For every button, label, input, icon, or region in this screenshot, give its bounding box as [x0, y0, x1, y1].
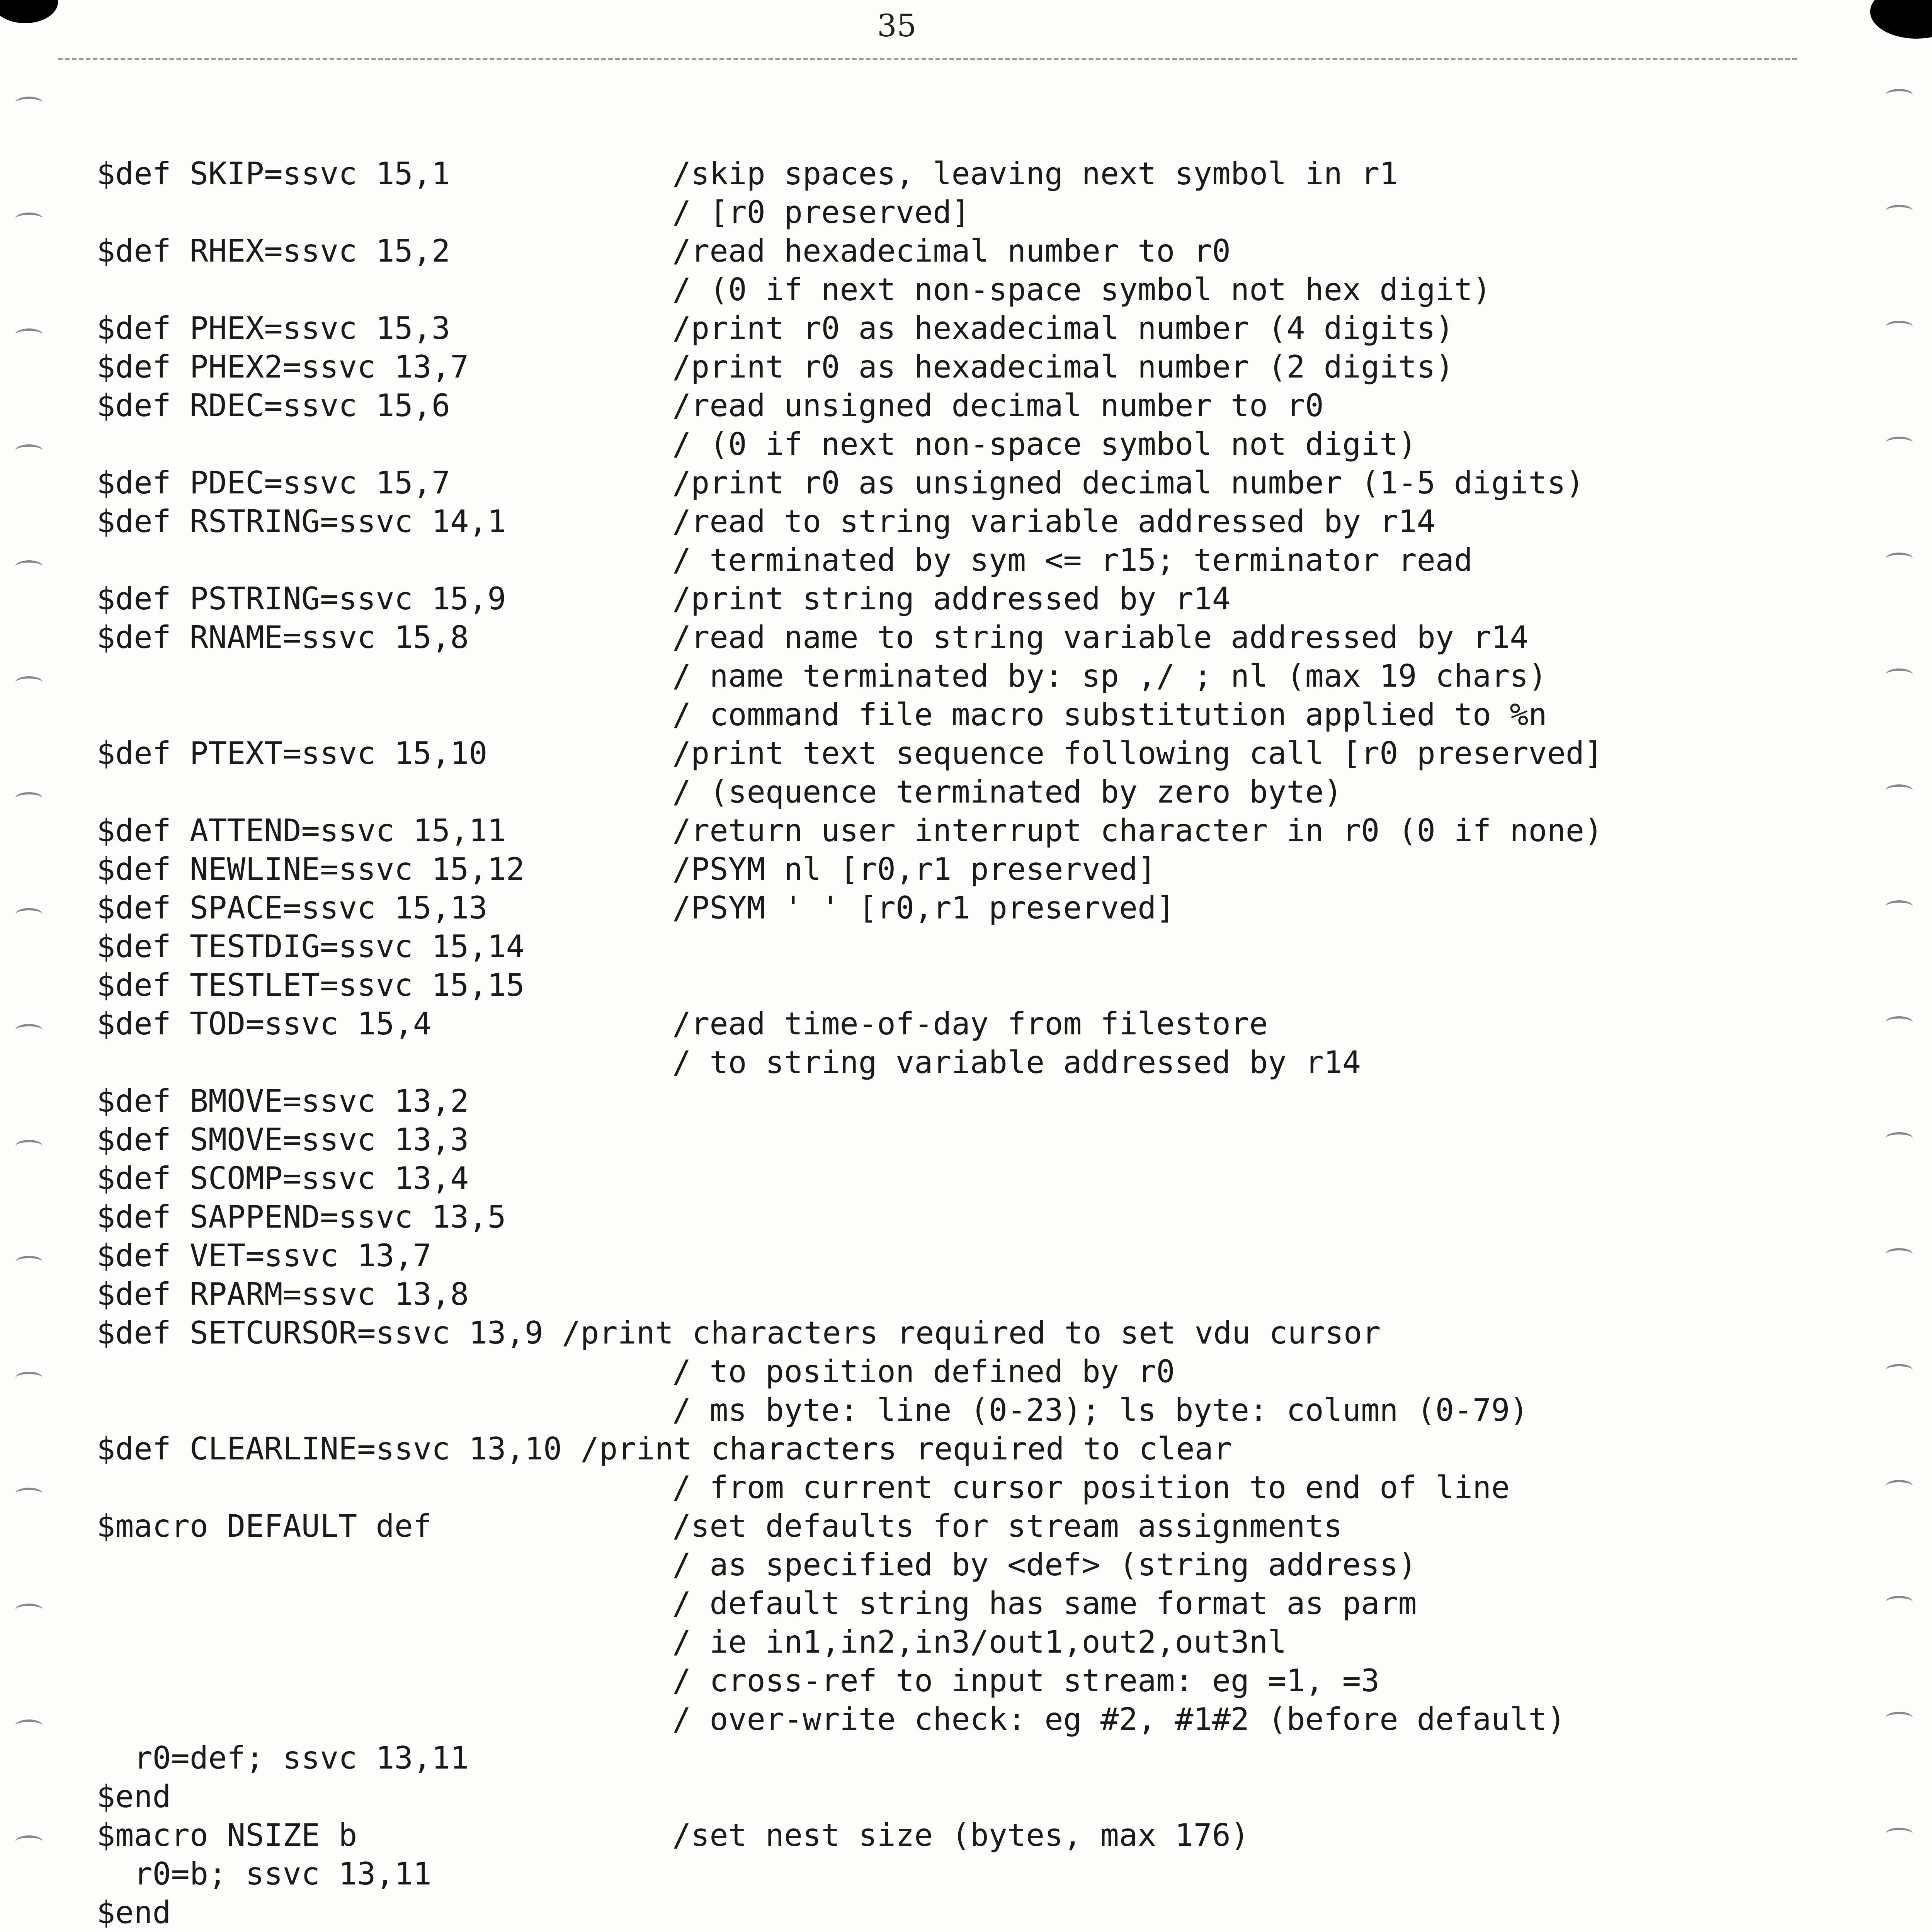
code-text: $def PHEX2=ssvc 13,7 [97, 349, 469, 385]
sprocket-mark [1886, 89, 1913, 101]
sprocket-mark [1886, 900, 1913, 913]
sprocket-mark [15, 1140, 43, 1152]
code-text: $def RNAME=ssvc 15,8 [97, 619, 469, 655]
comment-text: /PSYM nl [r0,r1 preserved] [672, 851, 1156, 887]
comment-text: /print r0 as hexadecimal number (2 digits) [672, 349, 1454, 385]
sprocket-mark [15, 97, 43, 109]
code-text: $def TESTDIG=ssvc 15,14 [97, 929, 525, 964]
sprocket-mark [15, 1488, 43, 1500]
comment-text: /return user interrupt character in r0 (0 if none) [672, 813, 1603, 849]
sprocket-mark [1886, 321, 1913, 333]
sprocket-mark [15, 908, 43, 920]
code-text: $def RPARM=ssvc 13,8 [97, 1276, 469, 1312]
comment-text: / name terminated by: sp ,/ ; nl (max 19 chars) [672, 658, 1547, 694]
comment-text: / (0 if next non-space symbol not digit) [672, 426, 1417, 462]
code-text: $end [97, 1895, 171, 1930]
comment-text: / (0 if next non-space symbol not hex digit) [672, 272, 1492, 308]
code-text: $def PDEC=ssvc 15,7 [97, 465, 451, 501]
sprocket-mark [1886, 668, 1913, 681]
code-text: $def VET=ssvc 13,7 [97, 1238, 432, 1274]
comment-text: /read unsigned decimal number to r0 [672, 388, 1324, 423]
comment-text: / ms byte: line (0-23); ls byte: column (0-79) [672, 1392, 1529, 1428]
code-text: $def ATTEND=ssvc 15,11 [97, 813, 506, 849]
sprocket-mark [1886, 1828, 1913, 1840]
comment-text: /set defaults for stream assignments [672, 1508, 1342, 1544]
code-text: $def CLEARLINE=ssvc 13,10 /print characters required to clear [97, 1431, 1232, 1467]
comment-text: / to position defined by r0 [672, 1354, 1175, 1389]
sprocket-mark [15, 676, 43, 689]
code-text: $macro NSIZE b [97, 1817, 357, 1853]
sprocket-mark [15, 1835, 43, 1848]
code-text: $def PTEXT=ssvc 15,10 [97, 735, 488, 771]
sprocket-mark [1886, 1248, 1913, 1260]
sprocket-mark [15, 792, 43, 804]
page-number-top: 35 [877, 8, 917, 44]
sprocket-mark [15, 1719, 43, 1732]
code-text: $def BMOVE=ssvc 13,2 [97, 1083, 469, 1119]
sprocket-mark [15, 1604, 43, 1616]
sprocket-mark [15, 444, 43, 457]
code-text: $def SMOVE=ssvc 13,3 [97, 1122, 469, 1158]
comment-text: / default string has same format as parm [672, 1585, 1417, 1621]
comment-text: /print r0 as hexadecimal number (4 digits) [672, 310, 1454, 346]
perforation-line [58, 58, 1797, 60]
sprocket-mark [15, 1372, 43, 1384]
sprocket-mark [15, 328, 43, 341]
comment-text: / over-write check: eg #2, #1#2 (before default) [672, 1701, 1566, 1737]
comment-text: / as specified by <def> (string address) [672, 1547, 1417, 1583]
sprocket-mark [15, 1256, 43, 1268]
comment-text: /print text sequence following call [r0 preserved] [672, 735, 1603, 771]
code-text: $def SCOMP=ssvc 13,4 [97, 1160, 469, 1196]
sprocket-mark [1886, 1132, 1913, 1145]
comment-text: /skip spaces, leaving next symbol in r1 [672, 156, 1398, 192]
comment-text: / ie in1,in2,in3/out1,out2,out3nl [672, 1624, 1287, 1660]
sprocket-mark [15, 560, 43, 573]
code-text: $def PSTRING=ssvc 15,9 [97, 581, 506, 617]
comment-text: / terminated by sym <= r15; terminator read [672, 542, 1473, 578]
comment-text: /print r0 as unsigned decimal number (1-5 digits) [672, 465, 1585, 501]
comment-text: / [r0 preserved] [672, 194, 970, 230]
sprocket-mark [15, 213, 43, 225]
comment-text: / to string variable addressed by r14 [672, 1044, 1361, 1080]
comment-text: / cross-ref to input stream: eg =1, =3 [672, 1663, 1380, 1699]
comment-text: /read name to string variable addressed by r14 [672, 619, 1529, 655]
code-text: $def PHEX=ssvc 15,3 [97, 310, 451, 346]
comment-text: /set nest size (bytes, max 176) [672, 1817, 1250, 1853]
sprocket-mark [1886, 1364, 1913, 1376]
punch-hole-mark [1870, 0, 1932, 39]
code-text: $def NEWLINE=ssvc 15,12 [97, 851, 525, 887]
code-text: $end [97, 1779, 171, 1815]
code-text: $def SPACE=ssvc 15,13 [97, 890, 488, 926]
sprocket-mark [1886, 1596, 1913, 1608]
comment-text: /print string addressed by r14 [672, 581, 1231, 617]
code-text: $macro DEFAULT def [97, 1508, 432, 1544]
punch-hole-mark [0, 0, 58, 23]
code-text: $def TOD=ssvc 15,4 [97, 1006, 432, 1042]
sprocket-mark [1886, 1712, 1913, 1724]
code-text: $def SETCURSOR=ssvc 13,9 /print characters required to set vdu cursor [97, 1315, 1381, 1351]
sprocket-mark [1886, 553, 1913, 565]
sprocket-mark [1886, 784, 1913, 797]
sprocket-mark [1886, 1016, 1913, 1029]
code-text: $def RDEC=ssvc 15,6 [97, 388, 451, 423]
code-text: $def SKIP=ssvc 15,1 [97, 156, 451, 192]
comment-text: / (sequence terminated by zero byte) [672, 774, 1342, 810]
sprocket-mark [15, 1024, 43, 1036]
code-text: $def SAPPEND=ssvc 13,5 [97, 1199, 506, 1235]
comment-text: /PSYM ' ' [r0,r1 preserved] [672, 890, 1175, 926]
sprocket-mark [1886, 437, 1913, 449]
comment-text: / from current cursor position to end of line [672, 1469, 1510, 1505]
code-text: r0=b; ssvc 13,11 [97, 1856, 432, 1892]
comment-text: /read time-of-day from filestore [672, 1006, 1268, 1042]
code-text: $def RHEX=ssvc 15,2 [97, 233, 451, 269]
sprocket-mark [1886, 205, 1913, 217]
comment-text: / command file macro substitution applied to %n [672, 697, 1547, 733]
code-text: $def RSTRING=ssvc 14,1 [97, 503, 506, 539]
code-text: r0=def; ssvc 13,11 [97, 1740, 469, 1776]
comment-text: /read to string variable addressed by r14 [672, 503, 1435, 539]
comment-text: /read hexadecimal number to r0 [672, 233, 1231, 269]
sprocket-mark [1886, 1480, 1913, 1492]
code-text: $def TESTLET=ssvc 15,15 [97, 967, 525, 1003]
